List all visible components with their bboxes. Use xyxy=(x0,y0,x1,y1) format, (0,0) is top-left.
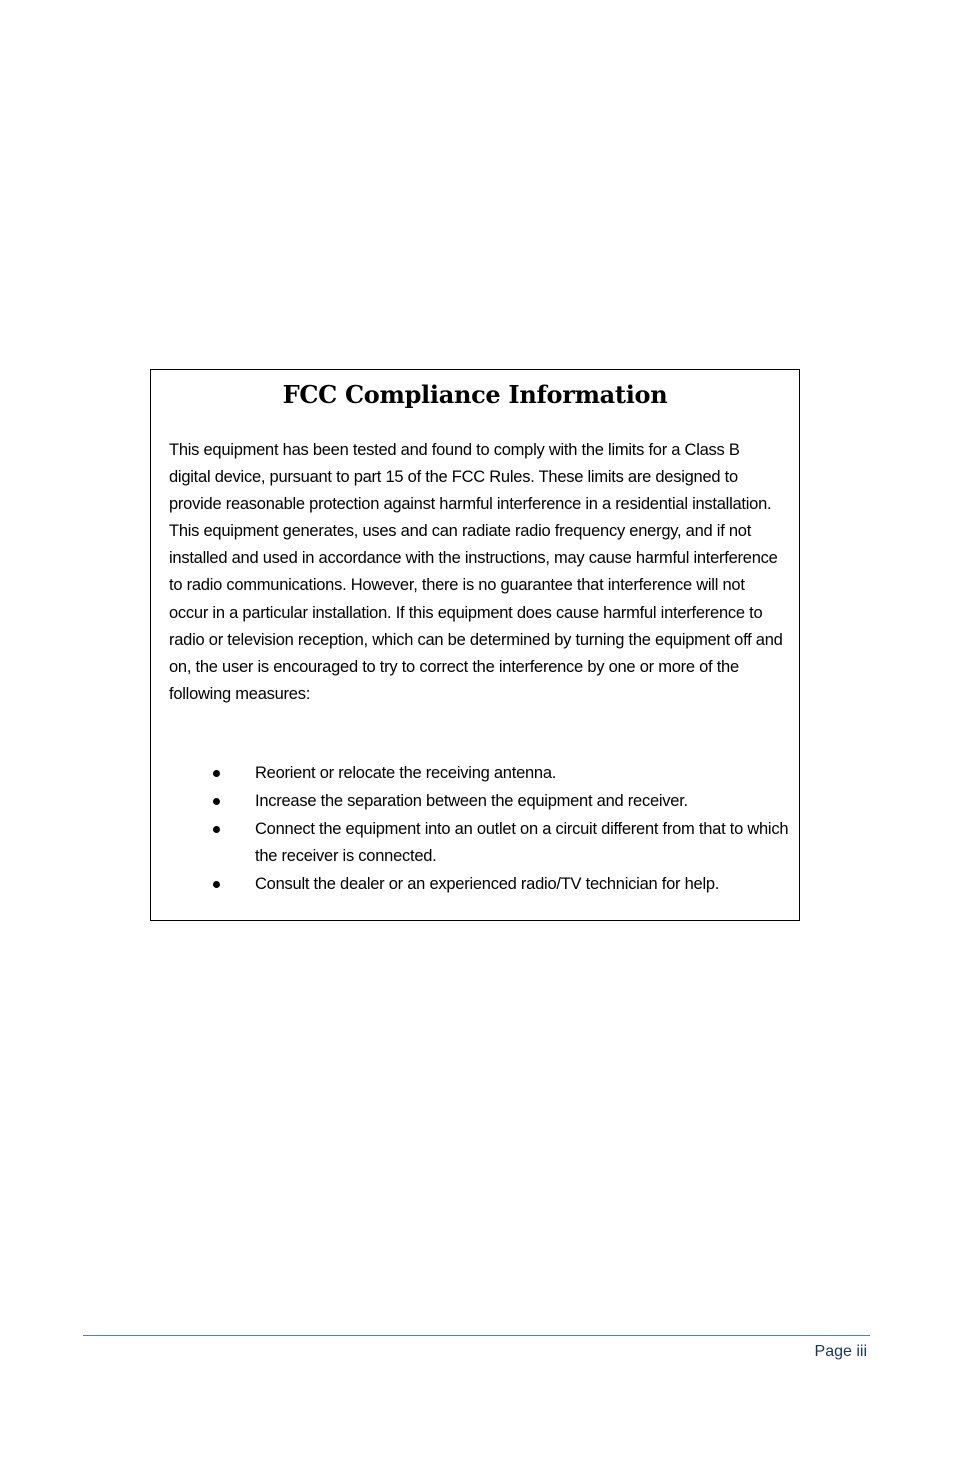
bullet-icon xyxy=(213,826,220,833)
measure-text: Connect the equipment into an outlet on a circuit different from that to which the receiver is connected. xyxy=(255,820,789,865)
list-item xyxy=(151,760,791,787)
bullet-icon xyxy=(213,770,220,777)
fcc-body-text: This equipment has been tested and found to comply with the limits for a Class B digital device, pursuant to part 15 of the FCC Rules. These limits are designed to provide reasonable protection against harmful interference in a residential installation. This equipment generates, uses and can radiate radio frequency energy, and if not installed and used in accordance with the instructions, may cause harmful interference to radio communications. However, there is no guarantee that interference will not occur in a particular installation. If this equipment does cause harmful interference to radio or television reception, which can be determined by turning the equipment off and on, the user is encouraged to try to correct the interference by one or more of the following measures: xyxy=(169,441,783,703)
list-item xyxy=(151,871,791,898)
page-number: Page iii xyxy=(814,1343,867,1360)
measure-text: Increase the separation between the equipment and receiver. xyxy=(255,792,688,810)
measure-text: Reorient or relocate the receiving antenna. xyxy=(255,764,557,782)
fcc-title: FCC Compliance Information xyxy=(282,380,668,409)
list-item xyxy=(151,816,791,870)
list-item xyxy=(151,788,791,815)
measures-list xyxy=(151,760,791,899)
fcc-compliance-box xyxy=(150,369,800,921)
footer-divider xyxy=(83,1335,870,1336)
measure-text: Consult the dealer or an experienced radio/TV technician for help. xyxy=(255,875,720,893)
bullet-icon xyxy=(213,881,220,888)
bullet-icon xyxy=(213,798,220,805)
